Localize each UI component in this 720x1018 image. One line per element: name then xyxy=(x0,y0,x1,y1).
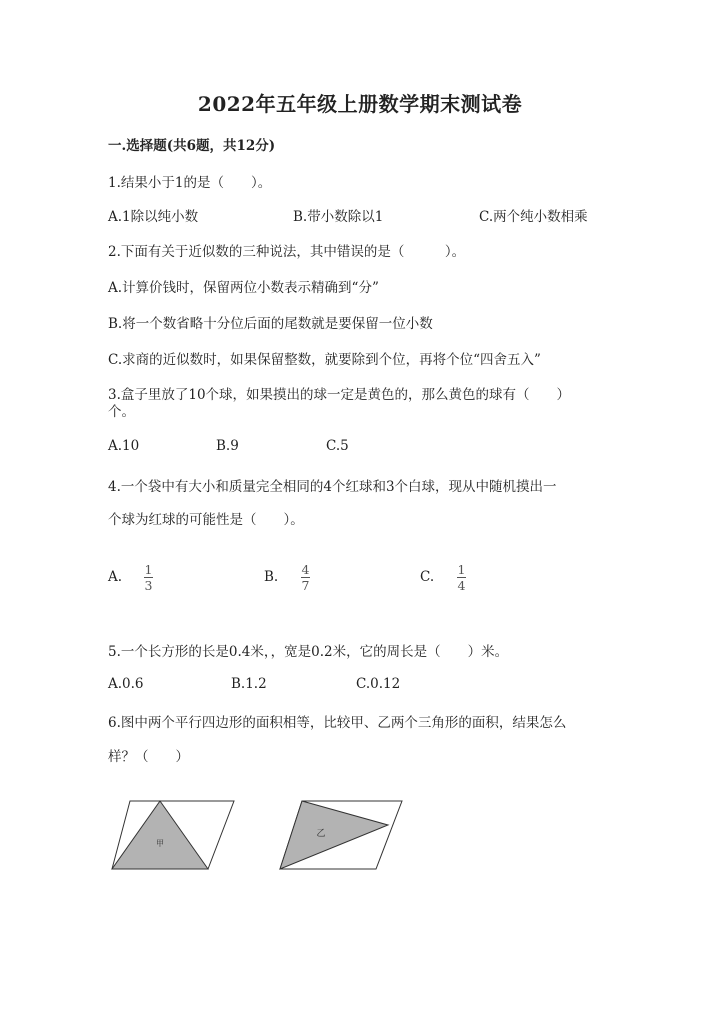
question-2-text: 2.下面有关于近似数的三种说法，其中错误的是（ ）。 xyxy=(108,244,466,260)
fraction-denominator: 4 xyxy=(457,578,466,593)
q4-option-c-fraction[interactable] xyxy=(457,563,466,592)
question-5-text: 5.一个长方形的长是0.4米，，宽是0.2米，它的周长是（ ）米。 xyxy=(108,644,509,660)
triangle-yi-label: 乙 xyxy=(316,829,326,839)
question-4-line-1: 4.一个袋中有大小和质量完全相同的4个红球和3个白球，现从中随机摸出一 xyxy=(108,479,557,495)
question-6-line-1: 6.图中两个平行四边形的面积相等，比较甲、乙两个三角形的面积，结果怎么 xyxy=(108,715,567,731)
fraction-numerator: 1 xyxy=(457,562,466,577)
q2-option-a[interactable]: A.计算价钱时，保留两位小数表示精确到“分” xyxy=(108,280,379,296)
fraction-denominator: 7 xyxy=(301,578,310,593)
fraction-numerator: 1 xyxy=(144,562,153,577)
question-1-text: 1.结果小于1的是（ ）。 xyxy=(108,175,272,191)
section-heading: 一.选择题(共6题，共12分) xyxy=(108,138,276,154)
q2-option-b[interactable]: B.将一个数省略十分位后面的尾数就是要保留一位小数 xyxy=(108,316,433,332)
q1-option-c[interactable]: C.两个纯小数相乘 xyxy=(479,209,588,225)
question-4-line-2: 个球为红球的可能性是（ ）。 xyxy=(108,512,304,528)
q5-option-a[interactable]: A.0.6 xyxy=(108,676,144,692)
q4-option-b-fraction[interactable] xyxy=(301,563,310,592)
question-3-line-2: 个。 xyxy=(108,404,135,420)
q1-option-b[interactable]: B.带小数除以1 xyxy=(293,209,384,225)
fraction-numerator: 4 xyxy=(301,562,310,577)
question-3-line-1: 3.盒子里放了10个球，如果摸出的球一定是黄色的，那么黄色的球有（ ） xyxy=(108,387,571,403)
question-6-line-2: 样？（ ） xyxy=(108,749,189,765)
q4-option-b-label[interactable]: B. xyxy=(264,569,279,585)
q2-option-c[interactable]: C.求商的近似数时，如果保留整数，就要除到个位，再将个位“四舍五入” xyxy=(108,352,541,368)
q1-option-a[interactable]: A.1除以纯小数 xyxy=(108,209,199,225)
q4-option-c-label[interactable]: C. xyxy=(420,569,435,585)
q4-option-a-label[interactable]: A. xyxy=(108,569,123,585)
parallelogram-jia-figure xyxy=(108,795,238,875)
parallelogram-yi-figure xyxy=(276,795,406,875)
q3-option-c[interactable]: C.5 xyxy=(326,438,349,454)
fraction-denominator: 3 xyxy=(144,578,153,593)
page-title: 2022年五年级上册数学期末测试卷 xyxy=(197,92,523,116)
q3-option-a[interactable]: A.10 xyxy=(108,438,140,454)
q3-option-b[interactable]: B.9 xyxy=(216,438,239,454)
triangle-jia-label: 甲 xyxy=(156,839,164,848)
q4-option-a-fraction[interactable] xyxy=(144,563,153,592)
q5-option-b[interactable]: B.1.2 xyxy=(231,676,267,692)
q5-option-c[interactable]: C.0.12 xyxy=(356,676,401,692)
